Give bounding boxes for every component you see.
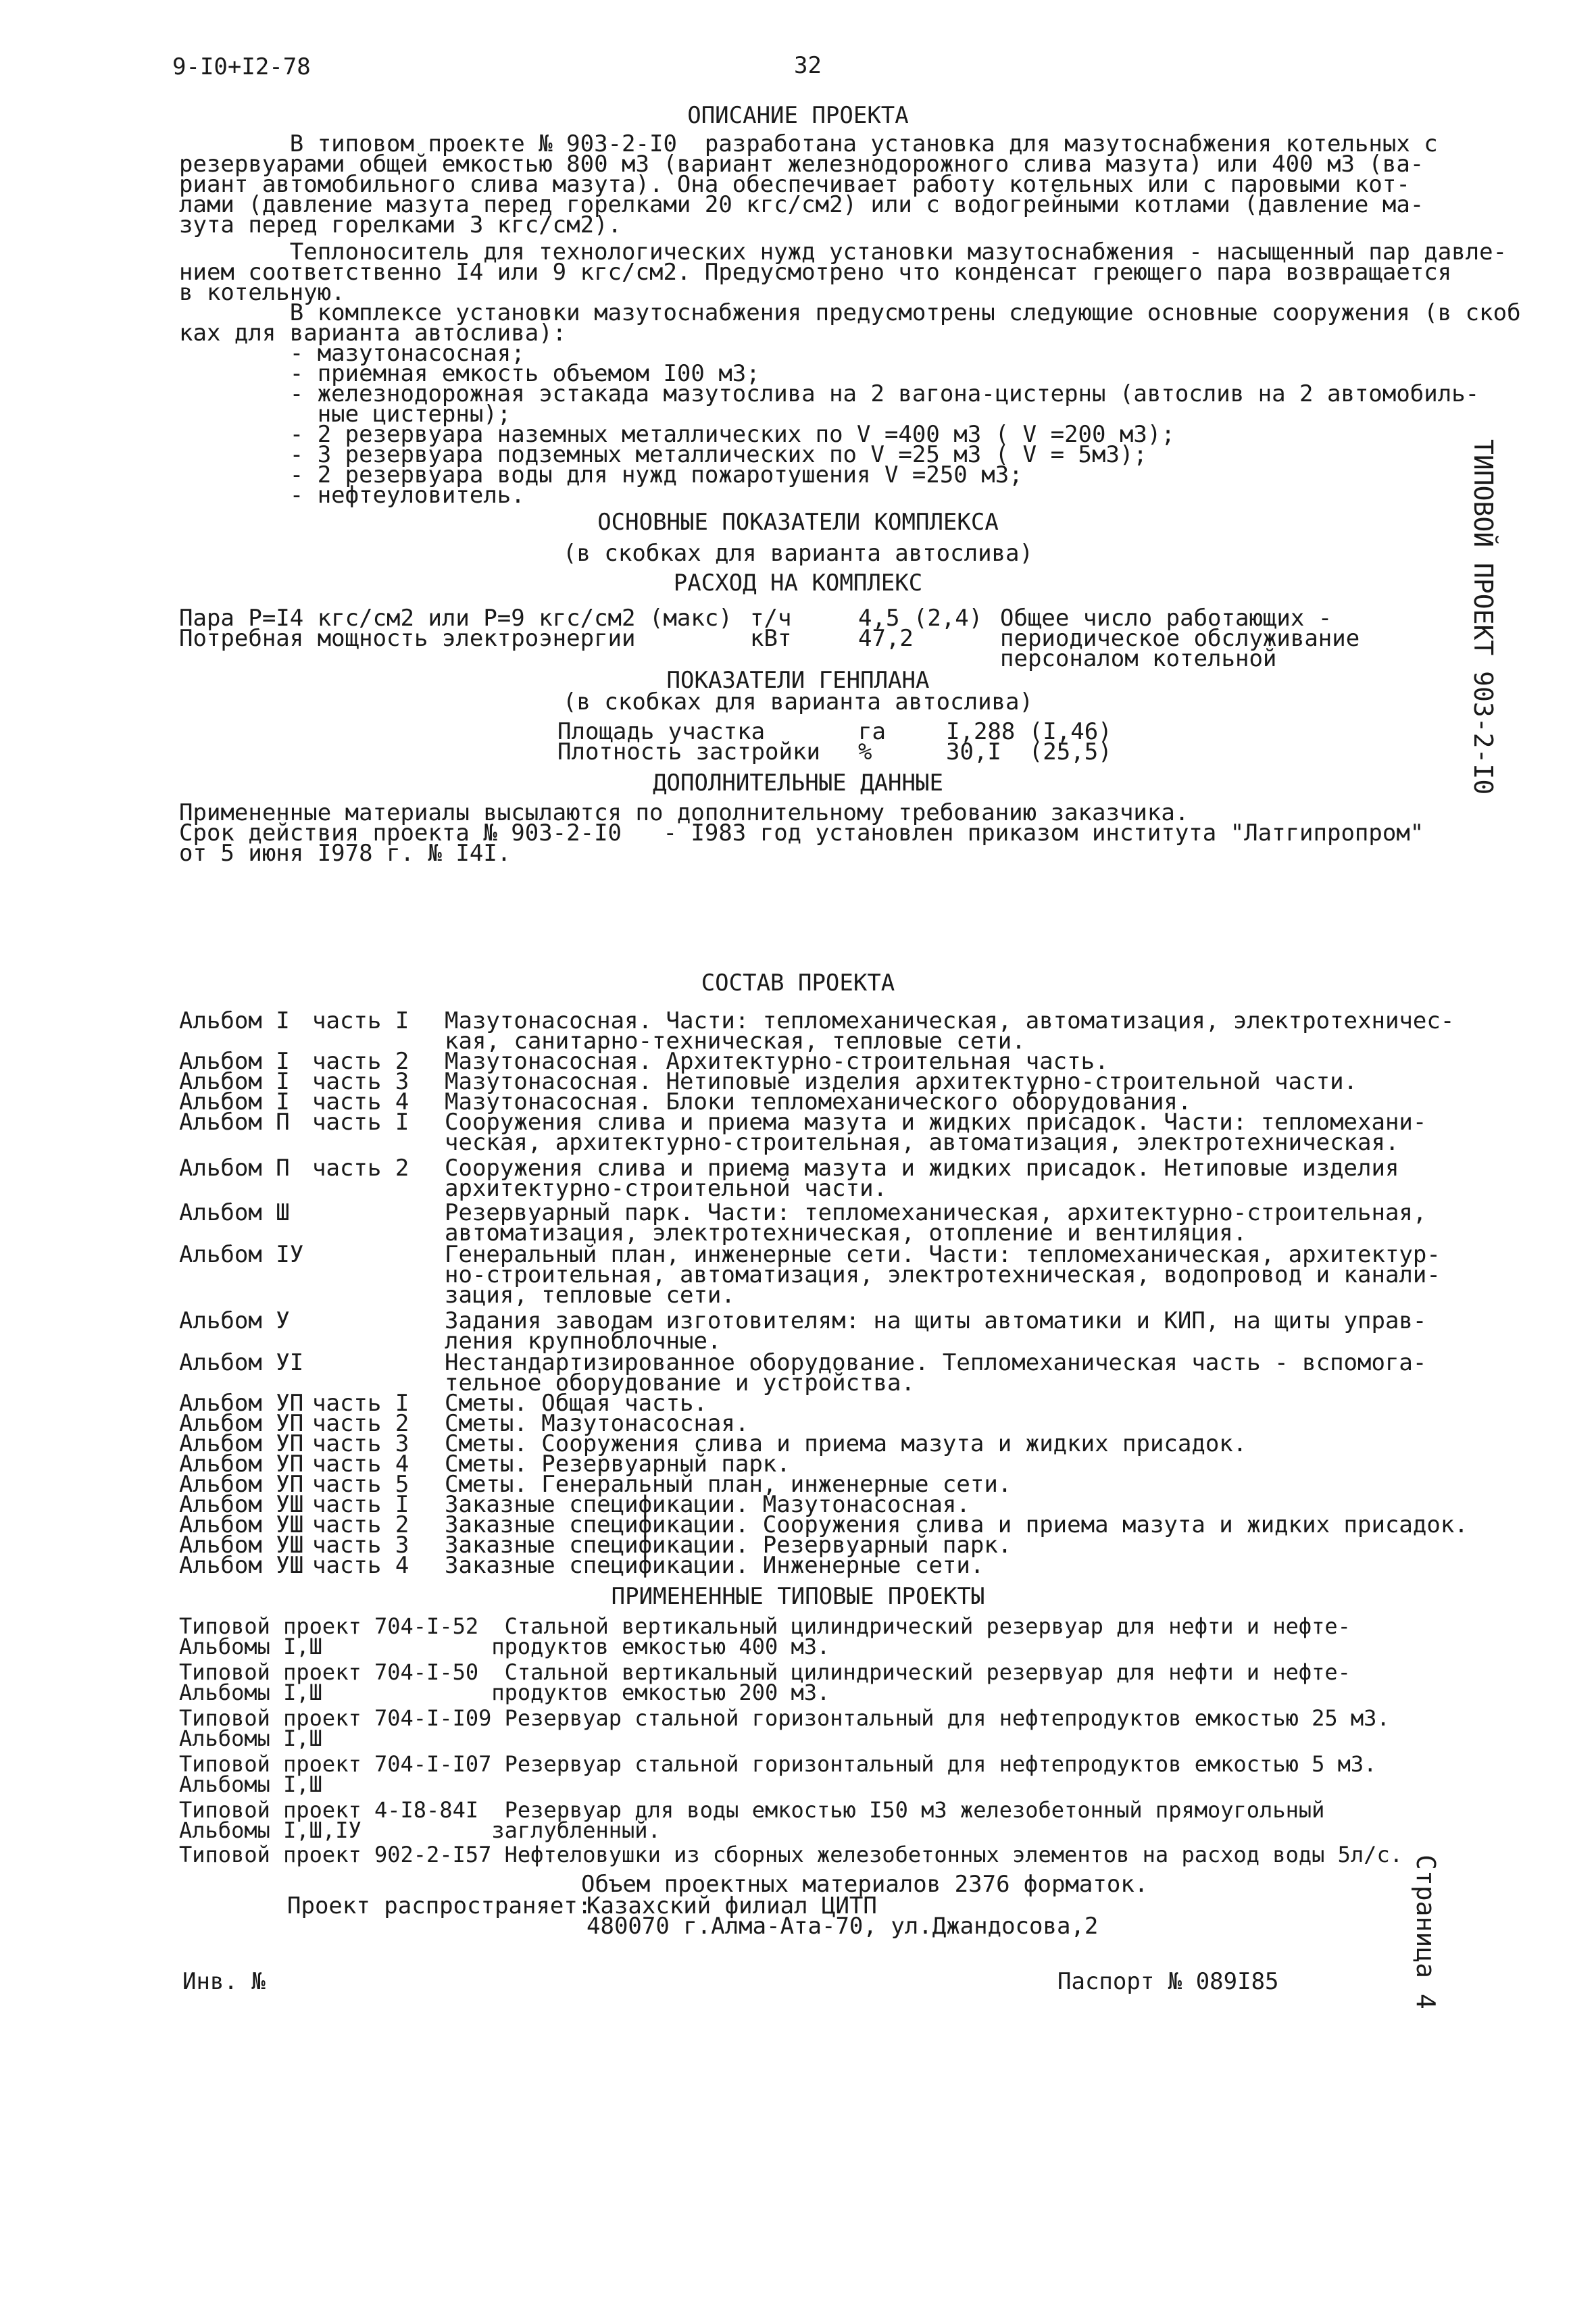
typical-project-line: Типовой проект 902-2-I57 Нефтеловушки из сборных железобетонных элементов на расход воды 5л/с. xyxy=(179,1842,1403,1867)
volume-note: Объем проектных материалов 2376 форматок. xyxy=(581,1871,1149,1898)
doc-code: 9-I0+I2-78 xyxy=(172,53,311,80)
album-desc: Генеральный план, инженерные сети. Части: тепломеханическая, архитектур- xyxy=(445,1241,1441,1268)
consumption-unit: кВт xyxy=(750,625,792,652)
typical-project-line: Альбомы I,Ш xyxy=(179,1771,322,1797)
genplan-name: Площадь участка xyxy=(557,718,766,745)
description-line: В типовом проекте № 903-2-I0 разработана установка для мазутоснабжения котельных с xyxy=(179,130,1438,157)
genplan-name: Плотность застройки xyxy=(557,738,820,765)
side-page-label: Страница 4 xyxy=(1411,1855,1441,2009)
album-part: часть I xyxy=(312,1109,409,1136)
passport-number: Паспорт № 089I85 xyxy=(1057,1968,1279,1995)
typical-project-line: Альбомы I,Ш продуктов емкостью 200 м3. xyxy=(179,1680,830,1705)
album-part: часть I xyxy=(312,1007,409,1034)
album-desc: Заказные спецификации. Инженерные сети. xyxy=(445,1552,984,1579)
composition-title: СОСТАВ ПРОЕКТА xyxy=(701,970,895,997)
inventory-number: Инв. № xyxy=(182,1968,266,1995)
album-desc: ческая, архитектурно-строительная, автоматизация, электротехническая. xyxy=(445,1129,1399,1156)
album-label: Альбом УП xyxy=(179,1430,304,1457)
typical-project-line: Типовой проект 704-I-52 Стальной вертикальный цилиндрический резервуар для нефти и нефте- xyxy=(179,1613,1351,1639)
album-desc: Задания заводам изготовителям: на щиты автоматики и КИП, на щиты управ- xyxy=(445,1307,1427,1334)
typical-project-line: Типовой проект 704-I-I07 Резервуар стальной горизонтальный для нефтепродуктов емкостью 5 м3. xyxy=(179,1751,1377,1777)
distributor-address: 480070 г.Алма-Ата-70, ул.Джандосова,2 xyxy=(587,1913,1099,1940)
album-part: часть 4 xyxy=(312,1451,409,1478)
typical-project-line: Типовой проект 704-I-50 Стальной вертикальный цилиндрический резервуар для нефти и нефте- xyxy=(179,1659,1351,1685)
album-label: Альбом УI xyxy=(179,1349,304,1376)
description-line: Теплоноситель для технологических нужд установки мазутоснабжения - насыщенный пар давле- xyxy=(179,238,1507,266)
album-part: часть 2 xyxy=(312,1155,409,1182)
additional-title: ДОПОЛНИТЕЛЬНЫЕ ДАННЫЕ xyxy=(653,770,943,797)
side-project-label: ТИПОВОЙ ПРОЕКТ 903-2-I0 xyxy=(1468,439,1498,795)
album-desc: ления крупноблочные. xyxy=(445,1328,722,1355)
album-desc: Сооружения слива и приема мазута и жидких присадок. Части: тепломехани- xyxy=(445,1109,1427,1136)
description-line: риант автомобильного слива мазута). Она обеспечивает работу котельных или с паровыми кот- xyxy=(179,171,1410,198)
album-desc: Мазутонасосная. Части: тепломеханическая, автоматизация, электротехничес- xyxy=(445,1007,1455,1034)
description-line: В комплексе установки мазутоснабжения предусмотрены следующие основные сооружения (в скоб xyxy=(179,299,1521,326)
album-part: часть I xyxy=(312,1390,409,1417)
album-part: часть 4 xyxy=(312,1552,409,1579)
album-label: Альбом IУ xyxy=(179,1241,304,1268)
album-part: часть 3 xyxy=(312,1532,409,1559)
additional-line: Примененные материалы высылаются по дополнительному требованию заказчика. xyxy=(179,799,1189,826)
album-label: Альбом I xyxy=(179,1068,290,1095)
album-part: часть 2 xyxy=(312,1410,409,1437)
description-list-item: - приемная емкость объемом I00 м3; xyxy=(179,360,760,387)
album-label: Альбом У xyxy=(179,1307,290,1334)
album-label: Альбом УШ xyxy=(179,1532,304,1559)
typical-project-line: Альбомы I,Ш продуктов емкостью 400 м3. xyxy=(179,1634,830,1659)
distributor-name: Казахский филиал ЦИТП xyxy=(587,1892,877,1919)
album-desc: Заказные спецификации. Мазутонасосная. xyxy=(445,1491,970,1518)
indicators-title: ОСНОВНЫЕ ПОКАЗАТЕЛИ КОМПЛЕКСА xyxy=(597,509,999,536)
genplan-value: I,288 (I,46) xyxy=(946,718,1112,745)
genplan-unit: га xyxy=(858,718,886,745)
album-label: Альбом УП xyxy=(179,1471,304,1498)
album-desc: Сметы. Сооружения слива и приема мазута и жидких присадок. xyxy=(445,1430,1247,1457)
album-label: Альбом I xyxy=(179,1048,290,1075)
album-part: часть I xyxy=(312,1491,409,1518)
description-list-item: - 3 резервуара подземных металлических по V =25 м3 ( V = 5м3); xyxy=(179,441,1147,468)
staff-note: периодическое обслуживание xyxy=(1000,625,1360,652)
description-line: нием соответственно I4 или 9 кгс/см2. Предусмотрено что конденсат греющего пара возвращается xyxy=(179,259,1452,286)
album-label: Альбом П xyxy=(179,1155,290,1182)
genplan-title: ПОКАЗАТЕЛИ ГЕНПЛАНА xyxy=(666,667,930,694)
description-line: ках для варианта автослива): xyxy=(179,320,567,347)
description-title: ОПИСАНИЕ ПРОЕКТА xyxy=(687,102,909,129)
consumption-unit: т/ч xyxy=(750,605,792,632)
consumption-value: 47,2 xyxy=(858,625,914,652)
album-label: Альбом I xyxy=(179,1088,290,1115)
album-desc: Сметы. Генеральный план, инженерные сети. xyxy=(445,1471,1012,1498)
album-desc: Нестандартизированное оборудование. Тепломеханическая часть - вспомога- xyxy=(445,1349,1427,1376)
album-part: часть 3 xyxy=(312,1430,409,1457)
album-desc: зация, тепловые сети. xyxy=(445,1282,735,1309)
distributor-label: Проект распространяет: xyxy=(287,1892,592,1919)
indicators-subtitle: (в скобках для варианта автослива) xyxy=(563,540,1033,567)
description-list-item: - железнодорожная эстакада мазутослива на 2 вагона-цистерны (автослив на 2 автомобиль- xyxy=(179,380,1480,407)
genplan-subtitle: (в скобках для варианта автослива) xyxy=(563,688,1033,715)
album-label: Альбом УШ xyxy=(179,1552,304,1579)
album-part: часть 4 xyxy=(312,1088,409,1115)
album-label: Альбом П xyxy=(179,1109,290,1136)
typical-project-line: Альбомы I,Ш,IУ заглубленный. xyxy=(179,1817,661,1843)
album-desc: Мазутонасосная. Блоки тепломеханического оборудования. xyxy=(445,1088,1192,1115)
album-part: часть 5 xyxy=(312,1471,409,1498)
album-label: Альбом УП xyxy=(179,1410,304,1437)
additional-line: от 5 июня I978 г. № I4I. xyxy=(179,840,512,867)
description-list-item: - 2 резервуара наземных металлических по V =400 м3 ( V =200 м3); xyxy=(179,421,1175,448)
staff-note: Общее число работающих - xyxy=(1000,605,1332,632)
album-desc: но-строительная, автоматизация, электротехническая, водопровод и канали- xyxy=(445,1261,1441,1288)
album-desc: Сооружения слива и приема мазута и жидких присадок. Нетиповые изделия xyxy=(445,1155,1399,1182)
typical-projects-title: ПРИМЕНЕННЫЕ ТИПОВЫЕ ПРОЕКТЫ xyxy=(611,1583,985,1610)
staff-note: персоналом котельной xyxy=(1000,645,1277,672)
description-line: резервуарами общей емкостью 800 м3 (вариант железнодорожного слива мазута) или 400 м3 (ва- xyxy=(179,151,1424,178)
description-list-item: - 2 резервуара воды для нужд пожаротушения V =250 м3; xyxy=(179,461,1023,488)
album-part: часть 3 xyxy=(312,1068,409,1095)
typical-project-line: Типовой проект 4-I8-84I Резервуар для воды емкостью I50 м3 железобетонный прямоугольный xyxy=(179,1797,1325,1823)
description-list-item: - мазутонасосная; xyxy=(179,340,525,367)
consumption-name: Потребная мощность электроэнергии xyxy=(179,625,636,652)
album-label: Альбом УП xyxy=(179,1451,304,1478)
album-part: часть 2 xyxy=(312,1048,409,1075)
album-desc: Заказные спецификации. Резервуарный парк. xyxy=(445,1532,1012,1559)
page-number: 32 xyxy=(794,52,822,79)
album-desc: Мазутонасосная. Нетиповые изделия архитектурно-строительной части. xyxy=(445,1068,1358,1095)
album-label: Альбом УШ xyxy=(179,1511,304,1538)
description-list-item: ные цистерны); xyxy=(179,401,512,428)
album-label: Альбом УП xyxy=(179,1390,304,1417)
genplan-unit: % xyxy=(858,738,872,765)
album-desc: кая, санитарно-техническая, тепловые сети. xyxy=(445,1028,1026,1055)
album-desc: Мазутонасосная. Архитектурно-строительная часть. xyxy=(445,1048,1109,1075)
consumption-title: РАСХОД НА КОМПЛЕКС xyxy=(673,570,923,597)
album-desc: Сметы. Резервуарный парк. xyxy=(445,1451,791,1478)
description-line: зута перед горелками 3 кгс/см2). xyxy=(179,211,622,238)
album-desc: Сметы. Мазутонасосная. xyxy=(445,1410,749,1437)
album-desc: архитектурно-строительной части. xyxy=(445,1175,888,1202)
album-label: Альбом УШ xyxy=(179,1491,304,1518)
album-desc: Резервуарный парк. Части: тепломеханическая, архитектурно-строительная, xyxy=(445,1199,1427,1226)
consumption-value: 4,5 (2,4) xyxy=(858,605,983,632)
description-line: лами (давление мазута перед горелками 20 кгс/см2) или с водогрейными котлами (давление ма- xyxy=(179,191,1424,218)
album-part: часть 2 xyxy=(312,1511,409,1538)
typical-project-line: Типовой проект 704-I-I09 Резервуар стальной горизонтальный для нефтепродуктов емкостью 25 м3. xyxy=(179,1705,1390,1731)
additional-line: Срок действия проекта № 903-2-I0 - I983 год установлен приказом института "Латгипропром" xyxy=(179,820,1424,847)
album-desc: Сметы. Общая часть. xyxy=(445,1390,707,1417)
album-label: Альбом Ш xyxy=(179,1199,290,1226)
typical-project-line: Альбомы I,Ш xyxy=(179,1726,322,1751)
description-list-item: - нефтеуловитель. xyxy=(179,482,525,509)
album-label: Альбом I xyxy=(179,1007,290,1034)
album-desc: Заказные спецификации. Сооружения слива и приема мазута и жидких присадок. xyxy=(445,1511,1468,1538)
album-desc: автоматизация, электротехническая, отопление и вентиляция. xyxy=(445,1219,1247,1247)
genplan-value: 30,I (25,5) xyxy=(946,738,1112,765)
description-line: в котельную. xyxy=(179,279,345,306)
album-desc: тельное оборудование и устройства. xyxy=(445,1369,915,1397)
consumption-name: Пара Р=I4 кгс/см2 или Р=9 кгс/см2 (макс) xyxy=(179,605,732,632)
